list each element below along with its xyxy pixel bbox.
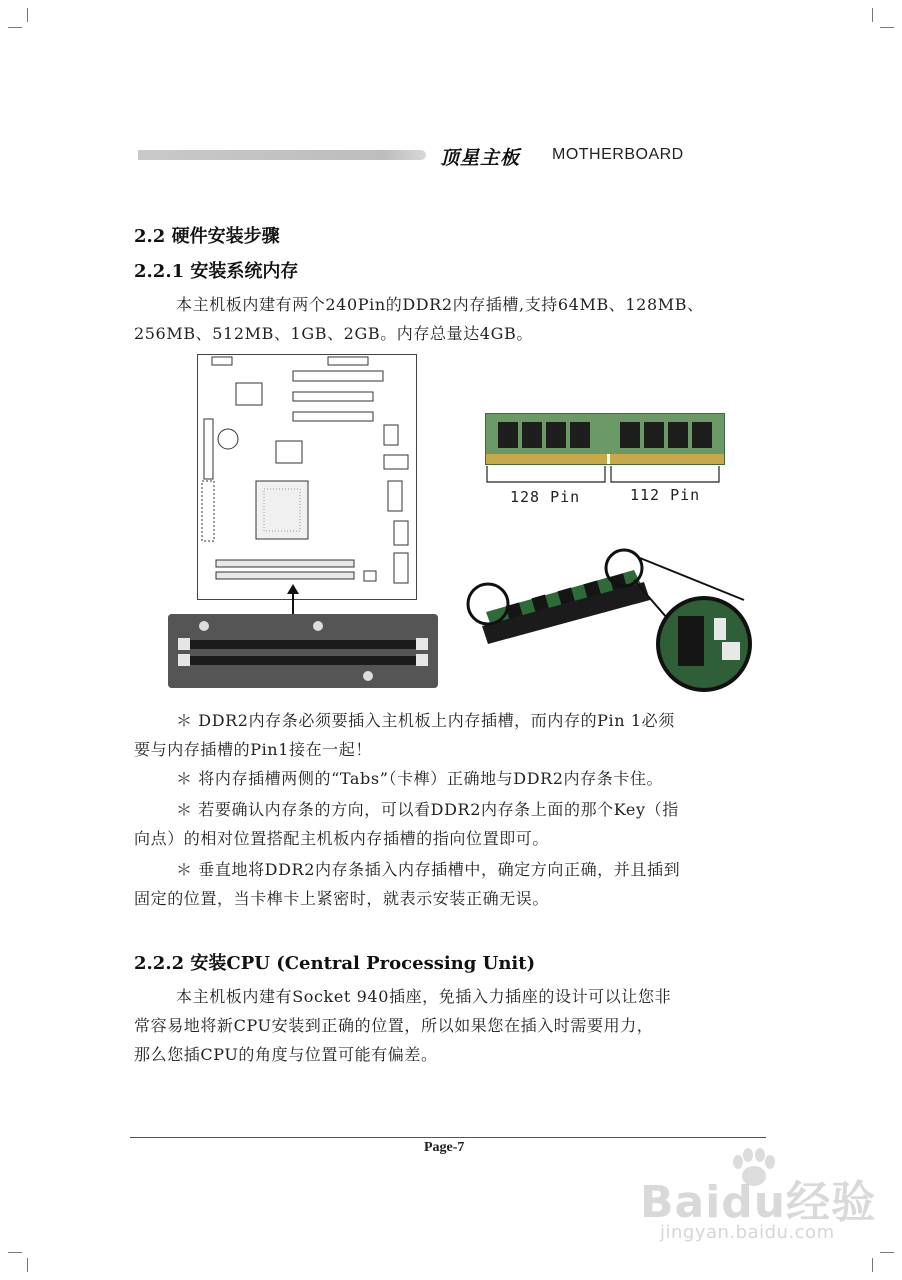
crop-mark: [27, 1258, 28, 1272]
crop-mark: [880, 1252, 894, 1253]
baidu-watermark-logo: Baidu经验: [640, 1177, 877, 1228]
section-title-2-2-1: 2.2.1 安装系统内存: [134, 261, 299, 282]
footer-rule: [130, 1137, 766, 1138]
motherboard-diagram: [197, 354, 417, 600]
ddr2-module-drawing: [486, 414, 724, 464]
module-insertion-photo: [464, 546, 764, 694]
note-1-line-2: 要与内存插槽的Pin1接在一起！: [134, 740, 372, 759]
intro-line-2: 256MB、512MB、1GB、2GB。内存总量达4GB。: [134, 324, 533, 343]
note-3-line-2: 向点）的相对位置搭配主机板内存插槽的指向位置即可。: [134, 829, 550, 848]
crop-mark: [872, 1258, 873, 1272]
header-bar: [138, 150, 426, 160]
baidu-watermark-site: jingyan.baidu.com: [660, 1222, 835, 1243]
note-4-line-2: 固定的位置，当卡榫卡上紧密时，就表示安装正确无误。: [134, 889, 550, 908]
memory-slot-drawing: [168, 614, 438, 688]
memory-slot-photo: [168, 614, 438, 688]
section-title-2-2: 2.2 硬件安装步骤: [134, 226, 280, 247]
page-number: Page-7: [424, 1140, 465, 1155]
motherboard-drawing: [198, 355, 416, 599]
brand-name-cn: 顶星主板: [440, 147, 521, 169]
crop-mark: [872, 8, 873, 22]
ddr2-module-image: [485, 413, 725, 465]
pin-label-128: 128 Pin: [510, 488, 581, 506]
pin-label-112: 112 Pin: [630, 486, 701, 504]
note-2-line-1: ＊ 将内存插槽两侧的“Tabs”（卡榫）正确地与DDR2内存条卡住。: [176, 769, 664, 788]
pin-bracket: [485, 464, 725, 486]
note-4-line-1: ＊ 垂直地将DDR2内存条插入内存插槽中，确定方向正确，并且插到: [176, 860, 681, 879]
cpu-body-line-2: 常容易地将新CPU安装到正确的位置，所以如果您在插入时需要用力，: [134, 1016, 654, 1035]
intro-line-1: 本主机板内建有两个240Pin的DDR2内存插槽,支持64MB、128MB、: [176, 295, 704, 314]
section-title-2-2-2: 2.2.2 安装CPU (Central Processing Unit): [134, 953, 536, 974]
cpu-body-line-1: 本主机板内建有Socket 940插座，免插入力插座的设计可以让您非: [176, 987, 672, 1006]
brand-name-en: MOTHERBOARD: [552, 146, 684, 163]
note-1-line-1: ＊ DDR2内存条必须要插入主机板上内存插槽，而内存的Pin 1必须: [176, 711, 675, 730]
crop-mark: [27, 8, 28, 22]
crop-mark: [8, 27, 22, 28]
crop-mark: [8, 1252, 22, 1253]
cpu-body-line-3: 那么您插CPU的角度与位置可能有偏差。: [134, 1045, 438, 1064]
crop-mark: [880, 27, 894, 28]
note-3-line-1: ＊ 若要确认内存条的方向，可以看DDR2内存条上面的那个Key（指: [176, 800, 679, 819]
